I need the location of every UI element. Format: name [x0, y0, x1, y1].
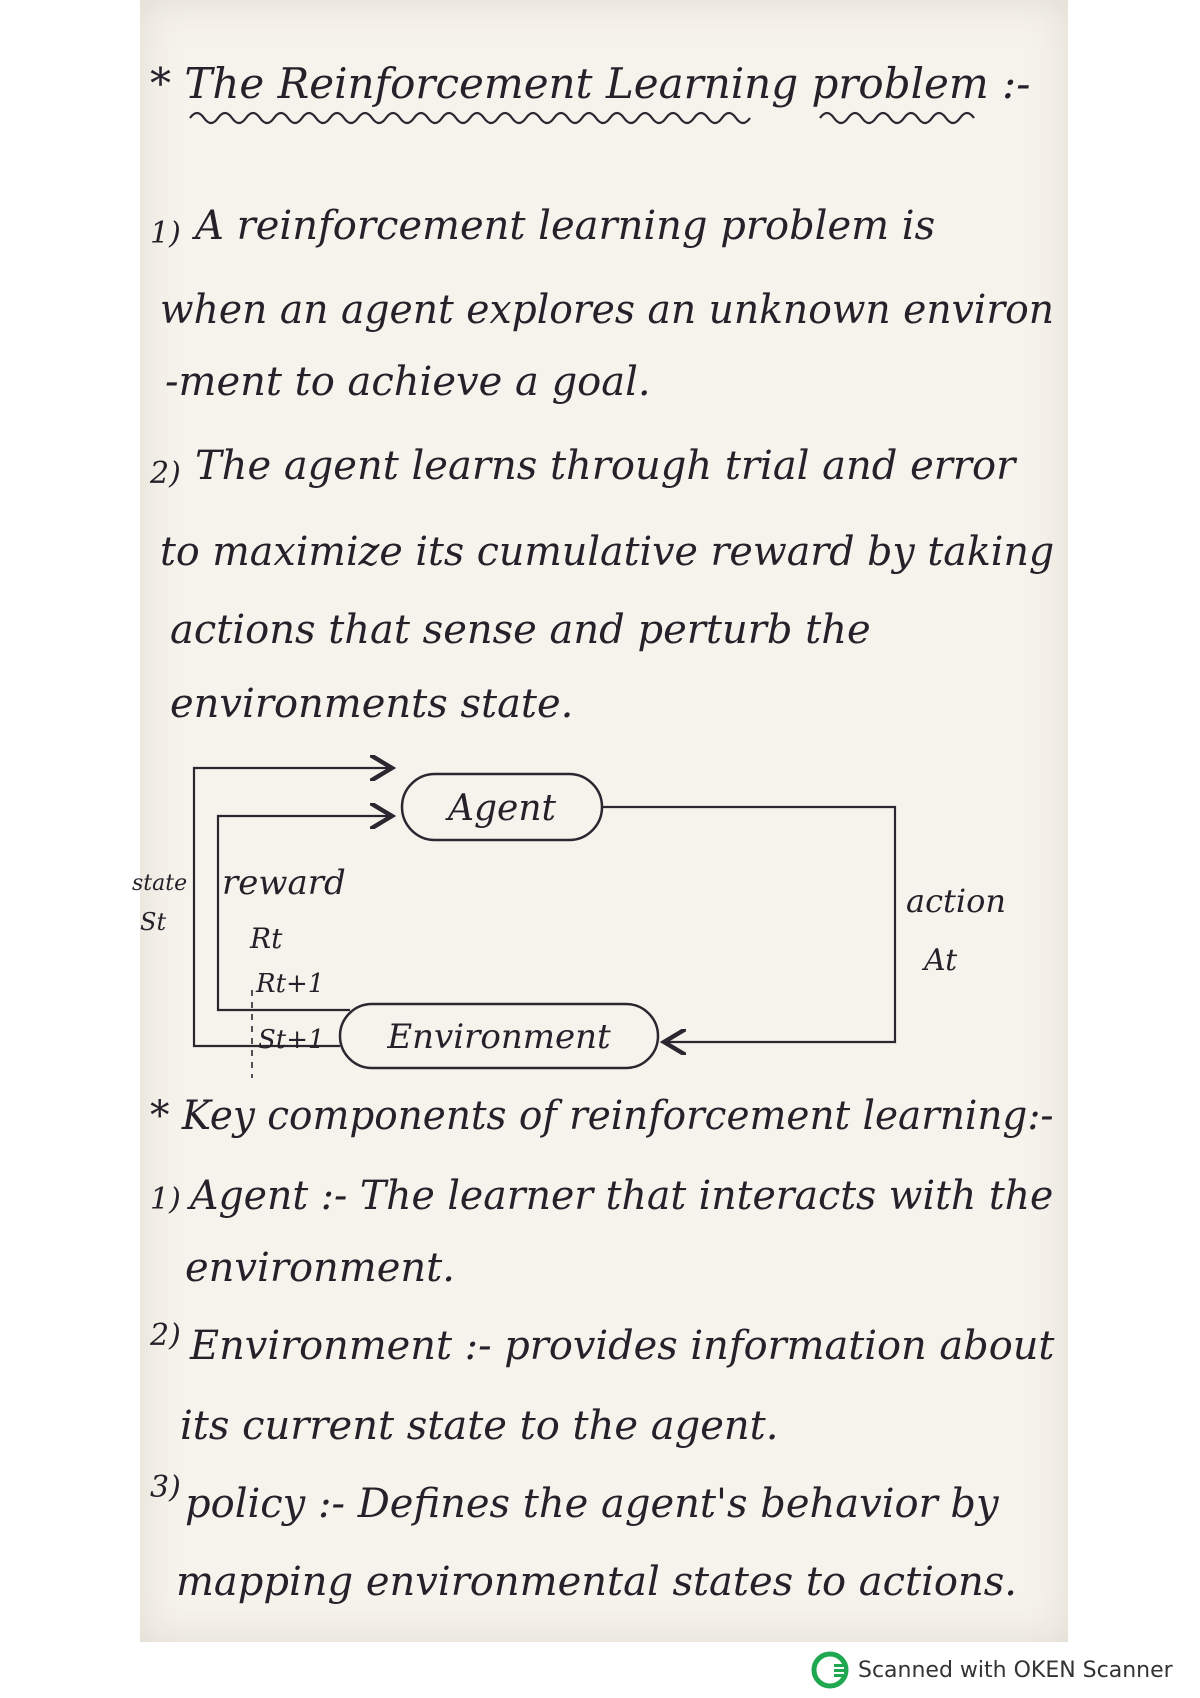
next-state-symbol: St+1 — [258, 1025, 325, 1055]
oken-scanner-logo-icon — [812, 1652, 848, 1688]
component-2-line-2: its current state to the agent. — [180, 1403, 779, 1449]
reward-label: reward — [222, 863, 346, 903]
point-2-line-2: to maximize its cumulative reward by taking — [160, 529, 1055, 575]
agent-label: Agent — [448, 788, 556, 829]
point-1-line-3: -ment to achieve a goal. — [165, 359, 651, 405]
point-2-number: 2) — [150, 456, 181, 491]
component-3-number: 3) — [150, 1470, 181, 1505]
action-label: action — [906, 882, 1006, 920]
action-symbol: At — [924, 943, 958, 978]
point-1-line-1: A reinforcement learning problem is — [195, 203, 936, 249]
component-3-line-1: policy :- Defines the agent's behavior by — [185, 1481, 999, 1527]
component-2-number: 2) — [150, 1318, 181, 1353]
scanner-watermark — [812, 1652, 1173, 1688]
scanner-watermark-text: Scanned with OKEN Scanner — [858, 1657, 1173, 1683]
state-label: state — [132, 871, 188, 896]
component-1-line-1: Agent :- The learner that interacts with the — [190, 1173, 1054, 1219]
title-underline — [190, 104, 980, 128]
component-3-line-2: mapping environmental states to actions. — [176, 1559, 1017, 1605]
component-1-line-2: environment. — [185, 1245, 455, 1291]
environment-label: Environment — [387, 1017, 611, 1057]
point-2-line-4: environments state. — [170, 681, 574, 727]
point-1-number: 1) — [150, 216, 181, 251]
component-2-line-1: Environment :- provides information about — [190, 1323, 1055, 1369]
point-2-line-3: actions that sense and perturb the — [170, 607, 871, 653]
component-1-number: 1) — [150, 1182, 181, 1217]
components-heading: * Key components of reinforcement learning:- — [150, 1093, 1054, 1139]
state-symbol: St — [140, 908, 167, 936]
scanned-page — [132, 0, 1068, 1642]
point-1-line-2: when an agent explores an unknown environ — [160, 287, 1055, 333]
page-title: * The Reinforcement Learning problem :- — [150, 59, 1031, 108]
point-2-line-1: The agent learns through trial and error — [195, 443, 1016, 489]
rl-loop-diagram — [132, 740, 1068, 1080]
action-arrow — [602, 807, 895, 1042]
reward-symbol: Rt — [250, 922, 283, 955]
next-reward-symbol: Rt+1 — [256, 969, 325, 999]
